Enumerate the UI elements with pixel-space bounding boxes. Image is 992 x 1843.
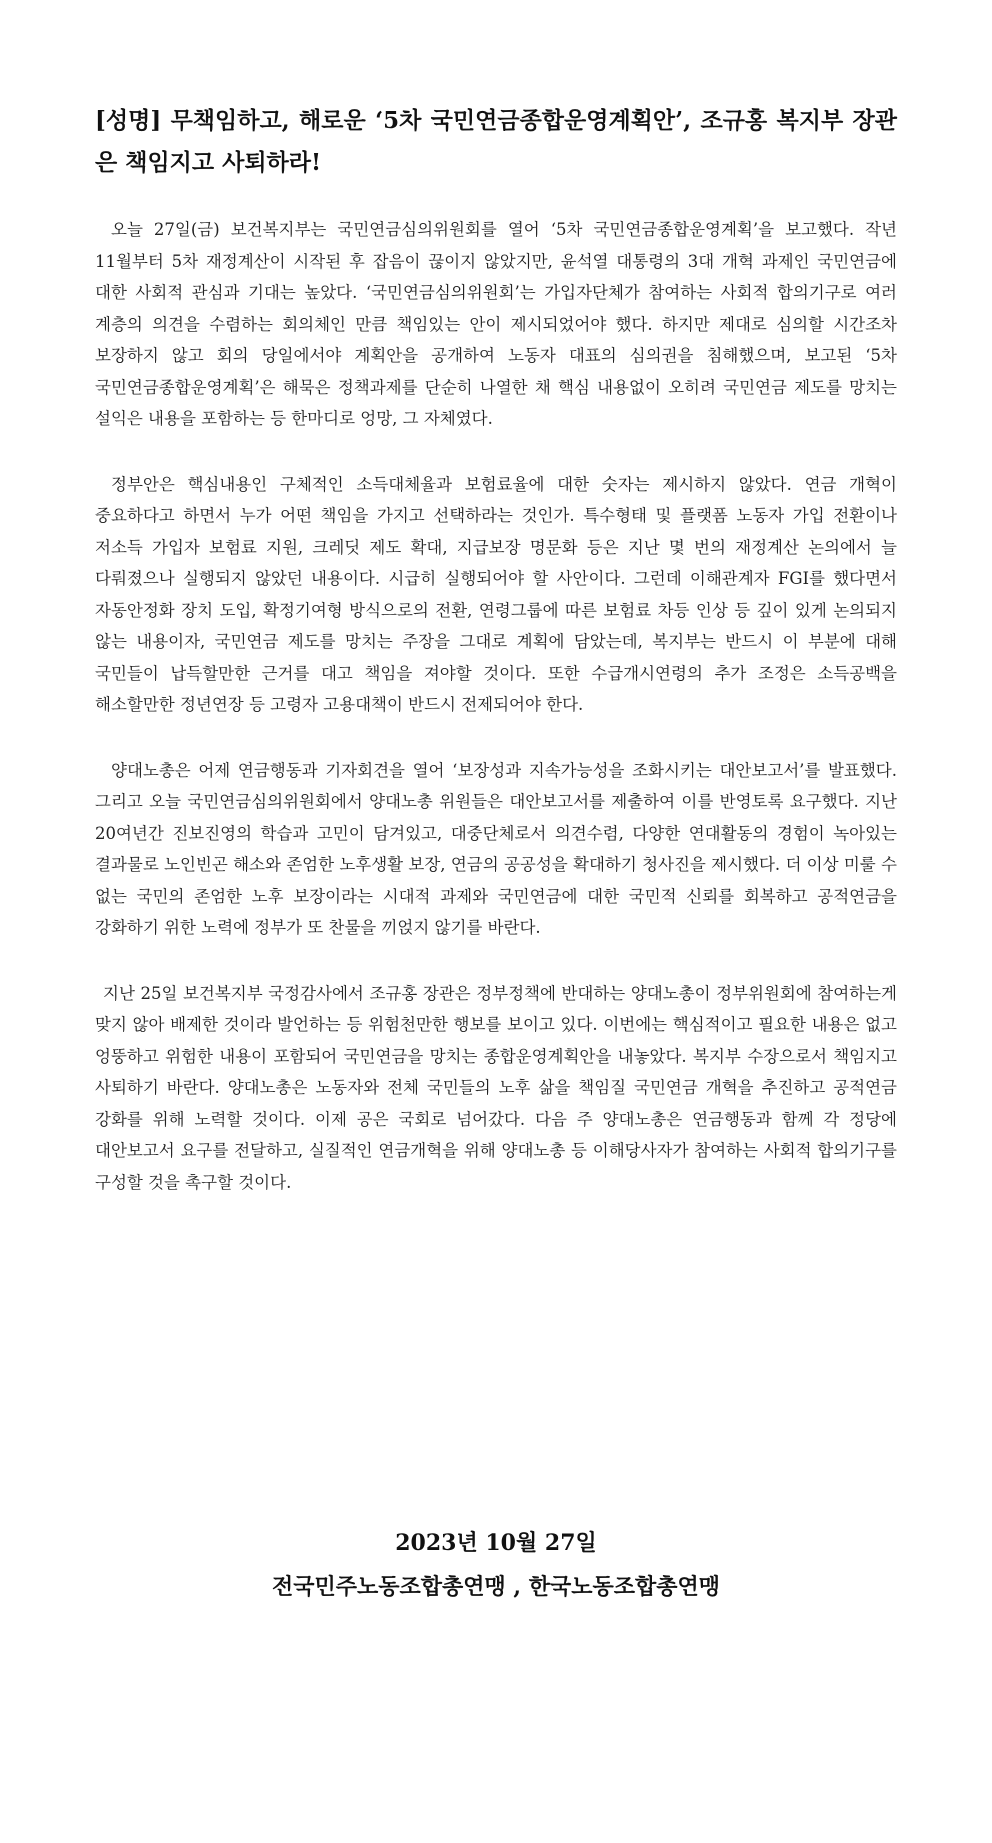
paragraph-3: 양대노총은 어제 연금행동과 기자회견을 열어 ‘보장성과 지속가능성을 조화시키는 대안보고서’를 발표했다. 그리고 오늘 국민연금심의위원회에서 양대노총 위원들은 대안보고서를 제출하여 이를 반영토록 요구했다. 지난 20여년간 진보진영의 학습과 고민이 담겨있고, 대중단체로서 의견수렴, 다양한 연대활동의 경험이 녹아있는 결과물로 노인빈곤 해소와 존엄한 노후생활 보장, 연금의 공공성을 확대하기 청사진을 제시했다. 더 이상 미룰 수 없는 국민의 존엄한 노후 보장이라는 시대적 과제와 국민연금에 대한 국민적 신뢰를 회복하고 공적연금을 강화하기 위한 노력에 정부가 또 찬물을 끼얹지 않기를 바란다. <box>95 760 897 937</box>
statement-date: 2023년 10월 27일 <box>395 1530 597 1556</box>
paragraph-1: 오늘 27일(금) 보건복지부는 국민연금심의위원회를 열어 ‘5차 국민연금종합운영계획’을 보고했다. 작년 11월부터 5차 재정계산이 시작된 후 잡음이 끊이지 않았지만, 윤석열 대통령의 3대 개혁 과제인 국민연금에 대한 사회적 관심과 기대는 높았다. ‘국민연금심의위원회’는 가입자단체가 참여하는 사회적 합의기구로 여러 계층의 의견을 수렴하는 회의체인 만큼 책임있는 안이 제시되었어야 했다. 하지만 제대로 심의할 시간조차 보장하지 않고 회의 당일에서야 계획안을 공개하여 노동자 대표의 심의권을 침해했으며, 보고된 ‘5차 국민연금종합운영계획’은 해묵은 정책과제를 단순히 나열한 채 핵심 내용없이 오히려 국민연금 제도를 망치는 설익은 내용을 포함하는 등 한마디로 엉망, 그 자체였다. <box>95 220 897 428</box>
statement-title: [성명] 무책임하고, 해로운 ‘5차 국민연금종합운영계획안’, 조규홍 복지부 장관은 책임지고 사퇴하라! <box>95 107 897 176</box>
paragraph-2: 정부안은 핵심내용인 구체적인 소득대체율과 보험료율에 대한 숫자는 제시하지 않았다. 연금 개혁이 중요하다고 하면서 누가 어떤 책임을 가지고 선택하라는 것인가. 특수형태 및 플랫폼 노동자 가입 전환이나 저소득 가입자 보험료 지원, 크레딧 제도 확대, 지급보장 명문화 등은 지난 몇 번의 재정계산 논의에서 늘 다뤄졌으나 실행되지 않았던 내용이다. 시급히 실행되어야 할 사안이다. 그런데 이해관계자 FGI를 했다면서 자동안정화 장치 도입, 확정기여형 방식으로의 전환, 연령그룹에 따른 보험료 차등 인상 등 깊이 있게 논의되지 않는 내용이자, 국민연금 제도를 망치는 주장을 그대로 계획에 담았는데, 복지부는 반드시 이 부분에 대해 국민들이 납득할만한 근거를 대고 책임을 져야할 것이다. 또한 수급개시연령의 추가 조정은 소득공백을 해소할만한 정년연장 등 고령자 고용대책이 반드시 전제되어야 한다. <box>95 474 897 714</box>
signoff-block <box>95 1525 897 1605</box>
paragraph-4: 지난 25일 보건복지부 국정감사에서 조규홍 장관은 정부정책에 반대하는 양대노총이 정부위원회에 참여하는게 맞지 않아 배제한 것이라 발언하는 등 위험천만한 행보를 보이고 있다. 이번에는 핵심적이고 필요한 내용은 없고 엉뚱하고 위험한 내용이 포함되어 국민연금을 망치는 종합운영계획안을 내놓았다. 복지부 수장으로서 책임지고 사퇴하기 바란다. 양대노총은 노동자와 전체 국민들의 노후 삶을 책임질 국민연금 개혁을 추진하고 공적연금 강화를 위해 노력할 것이다. 이제 공은 국회로 넘어갔다. 다음 주 양대노총은 연금행동과 함께 각 정당에 대안보고서 요구를 전달하고, 실질적인 연금개혁을 위해 양대노총 등 이해당사자가 참여하는 사회적 합의기구를 구성할 것을 촉구할 것이다. <box>95 983 897 1192</box>
signatory-organizations: 전국민주노동조합총연맹 , 한국노동조합총연맹 <box>271 1574 721 1600</box>
